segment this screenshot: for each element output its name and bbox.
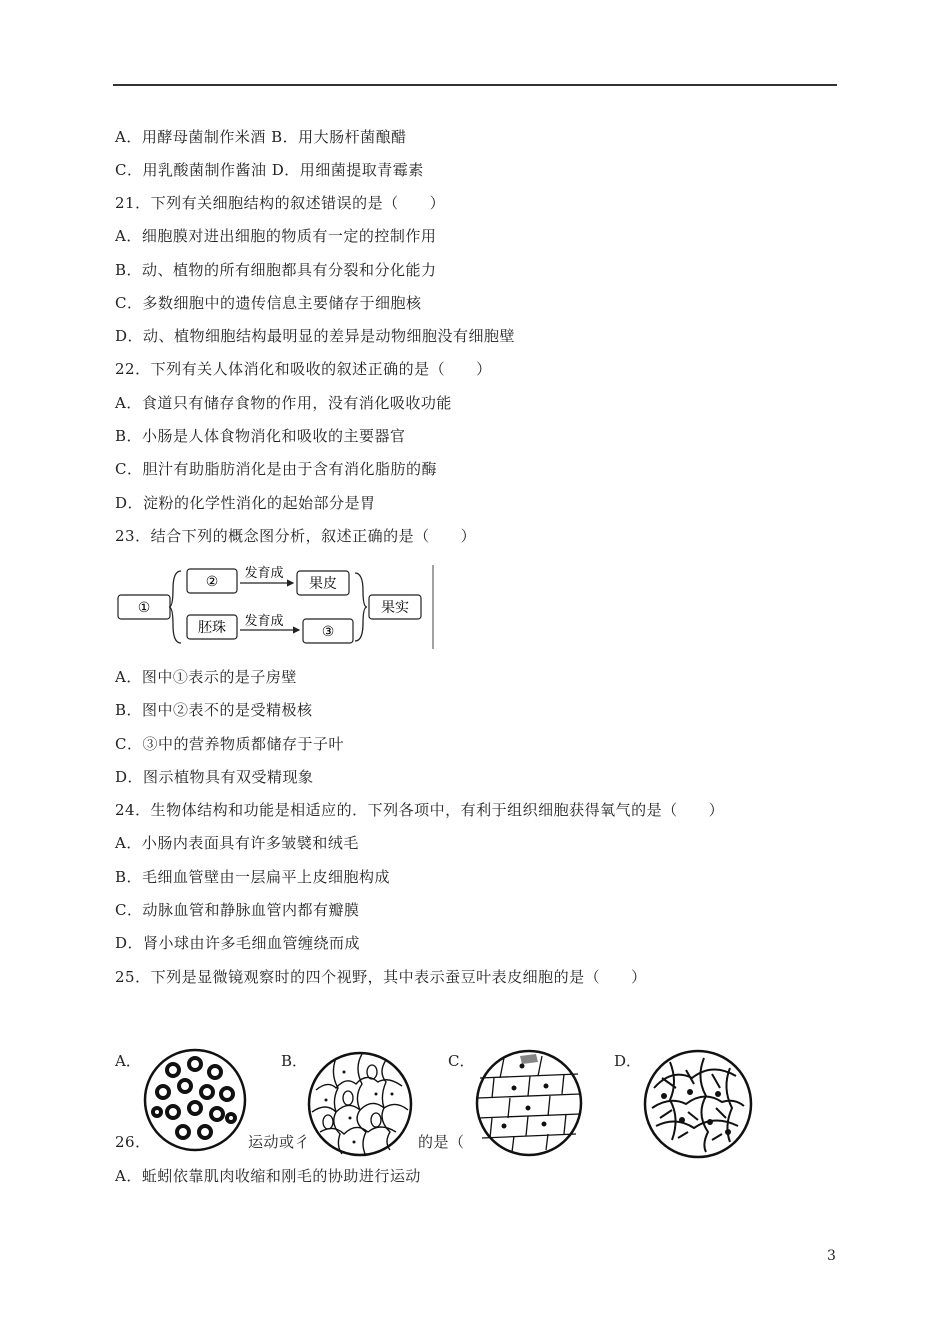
right-brace [355,573,367,641]
q24-option-a: A．小肠内表面具有许多皱襞和绒毛 [115,834,359,852]
q21-option-c: C．多数细胞中的遗传信息主要储存于细胞核 [115,294,422,312]
q24-stem: 24．生物体结构和功能是相适应的．下列各项中，有利于组织细胞获得氧气的是（ ） [115,801,725,819]
microscope-view-d [642,1048,754,1160]
q23-stem: 23．结合下列的概念图分析，叙述正确的是（ ） [115,527,477,545]
q25-label-b: B． [281,1052,308,1070]
q20-options-ab: A．用酵母菌制作米酒 B．用大肠杆菌酿醋 [115,128,407,146]
q21-stem: 21．下列有关细胞结构的叙述错误的是（ ） [115,194,446,212]
q25-label-c: C． [448,1052,475,1070]
arrow-bottom-label: 发育成 [244,614,284,629]
q26-option-a: A．蚯蚓依靠肌肉收缩和刚毛的协助进行运动 [115,1167,421,1185]
q24-option-b: B．毛细血管壁由一层扁平上皮细胞构成 [115,868,391,886]
left-brace [169,571,181,643]
microscope-view-c [474,1048,584,1158]
q24-option-c: C．动脉血管和静脉血管内都有瓣膜 [115,901,360,919]
q21-option-d: D．动、植物细胞结构最明显的差异是动物细胞没有细胞壁 [115,327,516,345]
q21-option-b: B．动、植物的所有细胞都具有分裂和分化能力 [115,261,437,279]
node6-label: 果实 [381,600,409,616]
q24-option-d: D．肾小球由许多毛细血管缠绕而成 [115,934,361,952]
q25-label-d: D． [614,1052,642,1070]
microscope-view-b [306,1050,414,1158]
q26-number: 26． [115,1133,151,1151]
q25-label-a: A． [115,1052,141,1070]
q22-option-d: D．淀粉的化学性消化的起始部分是胃 [115,494,376,512]
q21-option-a: A．细胞膜对进出细胞的物质有一定的控制作用 [115,227,437,245]
q23-option-d: D．图示植物具有双受精现象 [115,768,314,786]
page-number: 3 [827,1248,836,1264]
arrow-top-label: 发育成 [244,566,284,581]
node1-label: ① [137,600,151,616]
microscope-view-a [143,1048,247,1152]
node3-label: 胚珠 [198,620,226,636]
q25-stem: 25．下列是显微镜观察时的四个视野，其中表示蚕豆叶表皮细胞的是（ ） [115,968,647,986]
node2-label: ② [205,574,219,590]
q20-options-cd: C．用乳酸菌制作酱油 D．用细菌提取青霉素 [115,161,424,179]
node4-label: 果皮 [309,576,337,592]
node5-label: ③ [321,624,335,640]
q22-option-a: A．食道只有储存食物的作用，没有消化吸收功能 [115,394,452,412]
q22-option-c: C．胆汁有助脂肪消化是由于含有消化脂肪的酶 [115,460,437,478]
q22-option-b: B．小肠是人体食物消化和吸收的主要器官 [115,427,406,445]
q23-option-a: A．图中①表示的是子房壁 [115,668,297,686]
q26-fragment-2: 的是（ [418,1133,465,1151]
header-rule [113,84,837,86]
q26-fragment-1: 运动或彳 [248,1133,311,1151]
q22-stem: 22．下列有关人体消化和吸收的叙述正确的是（ ） [115,360,492,378]
q23-option-c: C．③中的营养物质都储存于子叶 [115,735,344,753]
concept-diagram [115,563,435,651]
q23-option-b: B．图中②表不的是受精极核 [115,701,313,719]
